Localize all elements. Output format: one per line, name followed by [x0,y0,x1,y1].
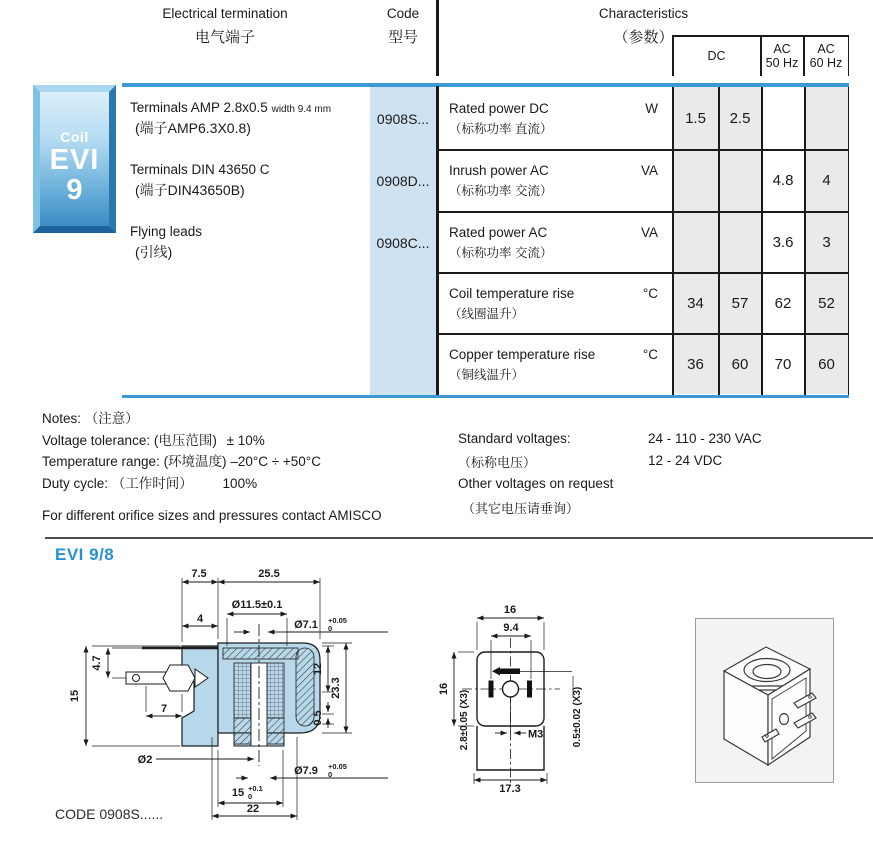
coil-evi9-badge [33,85,116,233]
value-cell: 62 [774,294,792,312]
dim-15b-sub: 0 [248,792,253,801]
code-cell: 0908C... [376,234,430,251]
dim-15b: 15 [231,787,245,799]
characteristic-zh: （标称功率 交流） [449,184,553,198]
dim-23-3: 23.3 [330,677,342,699]
value-cell [763,87,803,149]
dim-22: 22 [246,803,260,815]
value-cell [720,212,760,272]
unit-cell: °C [642,286,658,301]
table-top-border [122,83,849,87]
termination-en-text: Terminals AMP 2.8x0.5 [130,99,268,115]
ac50-label-line1: AC [773,42,791,56]
termination-en [130,100,368,115]
dim-0-5-x3: 0.5±0.02 (X3) [572,686,583,748]
contact-line: For different orifice sizes and pressures contact AMISCO [42,508,382,523]
value-cell: 1.5 [685,109,706,127]
dim-7: 7 [160,703,168,715]
value-cell: 3 [822,233,831,251]
value-cell: 3.6 [772,233,794,251]
dim-25-5: 25.5 [258,568,280,580]
electrical-termination-header-zh: 电气端子 [194,29,255,46]
termination-row [130,87,368,150]
front-view-geometry [462,638,573,786]
value-cell [674,212,717,272]
termination-en [130,224,368,239]
dc-label: DC [707,49,726,63]
code-cell: 0908D... [376,173,430,189]
duty-cycle-line [42,473,382,495]
characteristic-en: Inrush power AC [449,163,549,178]
characteristic-zh: （铜线温升） [449,367,525,382]
ac60-label-line2: 60 Hz [809,56,843,70]
termination-row [130,150,368,212]
termination-zh: (端子AMP6.3X0.8) [135,119,251,136]
temperature-range-label: Temperature range: (环境温度) [42,454,227,469]
termination-zh: (端子DIN43650B) [135,182,245,198]
dim-7-1-sub: 0 [328,624,333,633]
characteristic-row-label [449,150,624,212]
termination-zh: (引线) [135,243,173,260]
value-cell: 4 [822,172,831,189]
value-cell: 60 [818,355,835,373]
unit-cell: VA [640,163,658,178]
dim-7-1: Ø7.1 [294,619,318,631]
value-cell: 70 [774,355,792,373]
duty-cycle-value: 100% [222,475,258,491]
value-cell: 34 [687,294,704,312]
termination-en-small-text: width 9.4 mm [271,103,332,115]
standard-voltages-vac: 24 - 110 - 230 VAC [648,431,762,446]
unit-cell: °C [642,347,658,362]
termination-row [130,212,368,273]
temperature-range-line [42,451,382,473]
dim-2: Ø2 [137,754,153,766]
code-header-zh: 型号 [387,29,418,46]
column-header-dc [672,36,761,76]
characteristics-header-en: Characteristics [598,6,689,21]
code-characteristics-divider-body [436,86,439,395]
dim-m3: M3 [528,728,544,741]
badge-9-label: 9 [66,174,83,206]
dim-9-4: 9.4 [503,622,519,634]
dim-16-top: 16 [503,604,517,616]
characteristic-en: Coil temperature rise [449,285,575,301]
body-vline-5 [848,87,850,395]
unit-cell: VA [640,225,658,240]
isometric-panel [695,618,834,783]
characteristic-zh: （标称功率 直流） [449,121,553,136]
column-header-ac60 [804,36,848,76]
dim-17-3: 17.3 [499,783,521,795]
code-cell: 0908S... [376,110,430,127]
code-header-en: Code [386,6,420,21]
notes-block [42,408,382,527]
unit-cell: W [645,101,658,116]
characteristic-en: Copper temperature rise [449,346,596,362]
dim-0-5: 0.5 [312,710,324,726]
value-cell [806,87,847,149]
badge-coil-label: Coil [60,129,89,145]
column-header-ac50 [761,36,803,76]
characteristic-row-label [449,87,624,150]
dim-7-9: Ø7.9 [294,765,318,777]
dim-15: 15 [69,689,81,703]
termination-en-text: Terminals DIN 43650 C [130,162,270,177]
notes-title: Notes: （注意） [42,411,139,426]
value-cell: 4.8 [772,172,794,189]
isometric-coil-drawing [696,619,833,782]
termination-en-text: Flying leads [130,223,203,239]
temperature-range-value: –20°C ÷ +50°C [230,454,321,469]
standard-voltages-label-zh: （标称电压） [458,455,537,470]
dim-7-5: 7.5 [191,568,207,580]
dim-2-8-x3: 2.8±0.05 (X3) [459,689,470,751]
code-header [368,6,438,47]
voltage-tolerance-label: Voltage tolerance: (电压范围) [42,432,217,448]
drawing-section-title: EVI 9/8 [55,545,115,564]
drawing-code-caption: CODE 0908S...... [55,806,164,822]
voltage-tolerance-value: ± 10% [226,432,265,448]
characteristic-en: Rated power AC [449,224,548,240]
other-voltages-zh: （其它电压请垂询） [462,501,580,516]
characteristic-row-label [449,273,624,334]
characteristic-en: Rated power DC [449,100,549,116]
dim-4: 4 [196,613,204,625]
standard-voltages-label-en: Standard voltages: [458,431,571,446]
value-cell [674,150,717,211]
value-cell [720,150,760,211]
characteristic-row-label [449,334,624,395]
termination-en [130,162,368,177]
dim-7-9-sub: 0 [328,770,333,779]
electrical-termination-header-en: Electrical termination [162,6,288,21]
section-divider [45,537,873,539]
value-cell: 57 [731,294,749,312]
characteristics-header-zh: （参数） [613,29,674,46]
coil-section-geometry [126,624,320,766]
ac60-label-line1: AC [817,42,835,56]
value-cell: 60 [731,355,749,373]
front-view-drawing [410,580,680,795]
duty-cycle-label: Duty cycle: （工作时间） [42,475,193,491]
value-cell: 52 [818,294,835,312]
ac50-label-line2: 50 Hz [765,56,799,70]
dim-7-9-sup: +0.05 [328,762,347,771]
dim-15b-sup: +0.1 [248,784,263,793]
cross-section-drawing [50,566,395,821]
characteristic-zh: （标称功率 交流） [449,245,553,260]
isometric-coil-geometry [724,647,816,765]
badge-evi-label: EVI [49,144,100,176]
characteristic-zh: （线圈温升） [449,306,525,321]
value-cell: 2.5 [729,109,751,127]
dim-16-left: 16 [438,682,450,696]
dim-11-5: Ø11.5±0.1 [231,599,283,611]
dim-4-7: 4.7 [91,655,103,671]
characteristic-row-label [449,212,624,273]
dim-7-1-sup: +0.05 [328,616,347,625]
table-bottom-border [122,395,849,399]
electrical-termination-header [100,6,350,47]
other-voltages-en: Other voltages on request [458,476,614,491]
voltage-tolerance-line [42,430,382,452]
value-cell: 36 [687,355,704,373]
standard-voltages-vdc: 12 - 24 VDC [648,453,723,468]
dim-12: 12 [312,662,324,676]
